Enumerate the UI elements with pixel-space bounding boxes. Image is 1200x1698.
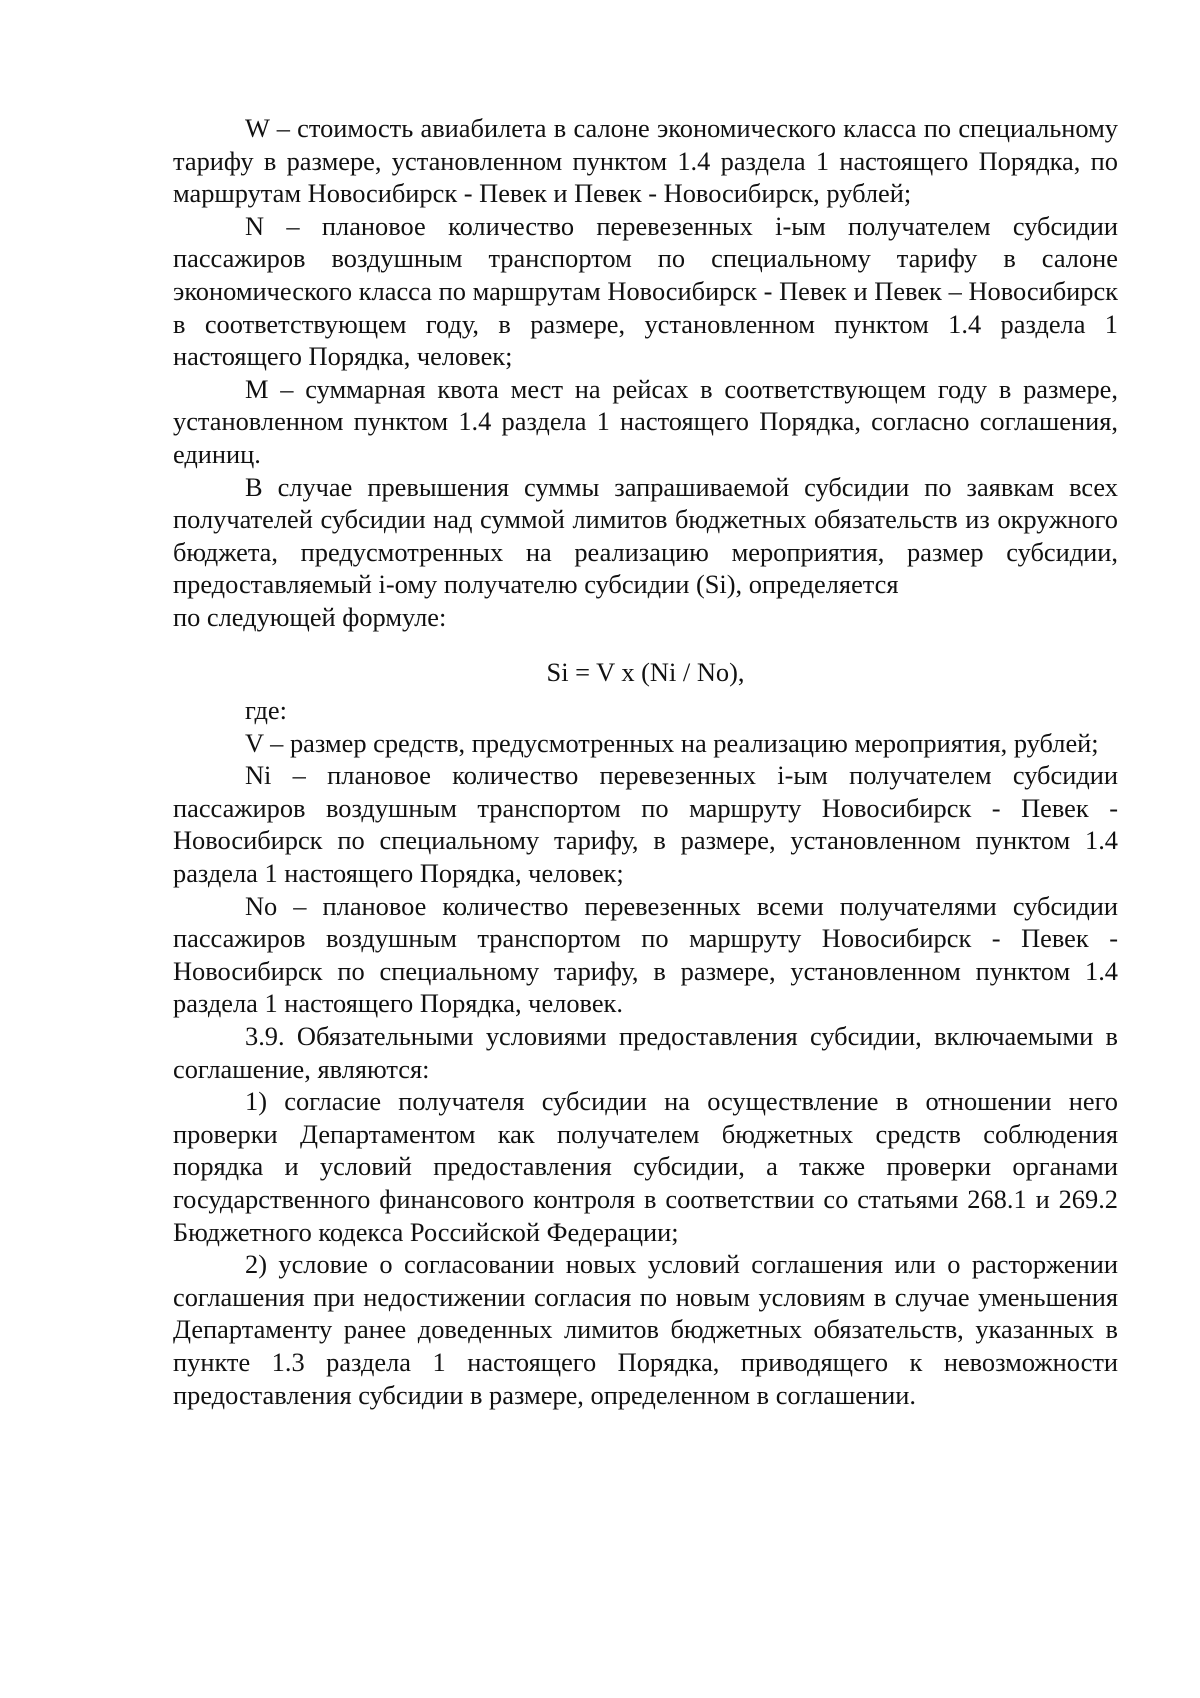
paragraph-definition-ni: Ni – плановое количество перевезенных i-ым получателем субсидии пассажиров воздушным транспортом по маршруту Новосибирск - Певек - Новосибирск по специальному тарифу, в размере, установленном пунктом 1.4 раздела 1 настоящего Порядка, человек; [173, 760, 1118, 889]
formula: Si = V x (Ni / No), [546, 656, 745, 687]
paragraph-formula-intro: по следующей формуле: [173, 601, 447, 632]
paragraph-condition-1: 1) согласие получателя субсидии на осуществление в отношении него проверки Департаментом как получателем бюджетных средств соблюдения порядка и условий предоставления субсидии, а также проверки органами государственного финансового контроля в соответствии со статьями 268.1 и 269.2 Бюджетного кодекса Российской Федерации; [173, 1086, 1118, 1247]
paragraph-where: где: [245, 695, 287, 726]
paragraph-definition-n: N – плановое количество перевезенных i-ым получателем субсидии пассажиров воздушным транспортом по специальному тарифу в салоне экономического класса по маршрутам Новосибирск - Певек и Певек – Новосибирск в соответствующем году, в размере, установленном пунктом 1.4 раздела 1 настоящего Порядка, человек; [173, 210, 1118, 372]
document-page [173, 112, 1118, 1411]
paragraph-definition-v: V – размер средств, предусмотренных на реализацию мероприятия, рублей; [245, 727, 1099, 758]
paragraph-excess-case: В случае превышения суммы запрашиваемой субсидии по заявкам всех получателей субсидии над суммой лимитов бюджетных обязательств из окружного бюджета, предусмотренных на реализацию мероприятия, размер субсидии, предоставляемый i-ому получателю субсидии (Si), определяется [173, 471, 1118, 600]
paragraph-definition-m: М – суммарная квота мест на рейсах в соответствующем году в размере, установленном пунктом 1.4 раздела 1 настоящего Порядка, согласно соглашения, единиц. [173, 373, 1118, 469]
paragraph-condition-2: 2) условие о согласовании новых условий соглашения или о расторжении соглашения при недостижении согласия по новым условиям в случае уменьшения Департаменту ранее доведенных лимитов бюджетных обязательств, указанных в пункте 1.3 раздела 1 настоящего Порядка, приводящего к невозможности предоставления субсидии в размере, определенном в соглашении. [173, 1249, 1118, 1410]
paragraph-definition-no: No – плановое количество перевезенных всеми получателями субсидии пассажиров воздушным транспортом по маршруту Новосибирск - Певек - Новосибирск по специальному тарифу, в размере, установленном пунктом 1.4 раздела 1 настоящего Порядка, человек. [173, 890, 1118, 1019]
paragraph-definition-w: W – стоимость авиабилета в салоне экономического класса по специальному тарифу в размере, установленном пунктом 1.4 раздела 1 настоящего Порядка, по маршрутам Новосибирск - Певек и Певек - Новосибирск, рублей; [173, 113, 1118, 209]
paragraph-clause-3-9: 3.9. Обязательными условиями предоставления субсидии, включаемыми в соглашение, являются: [173, 1021, 1118, 1084]
